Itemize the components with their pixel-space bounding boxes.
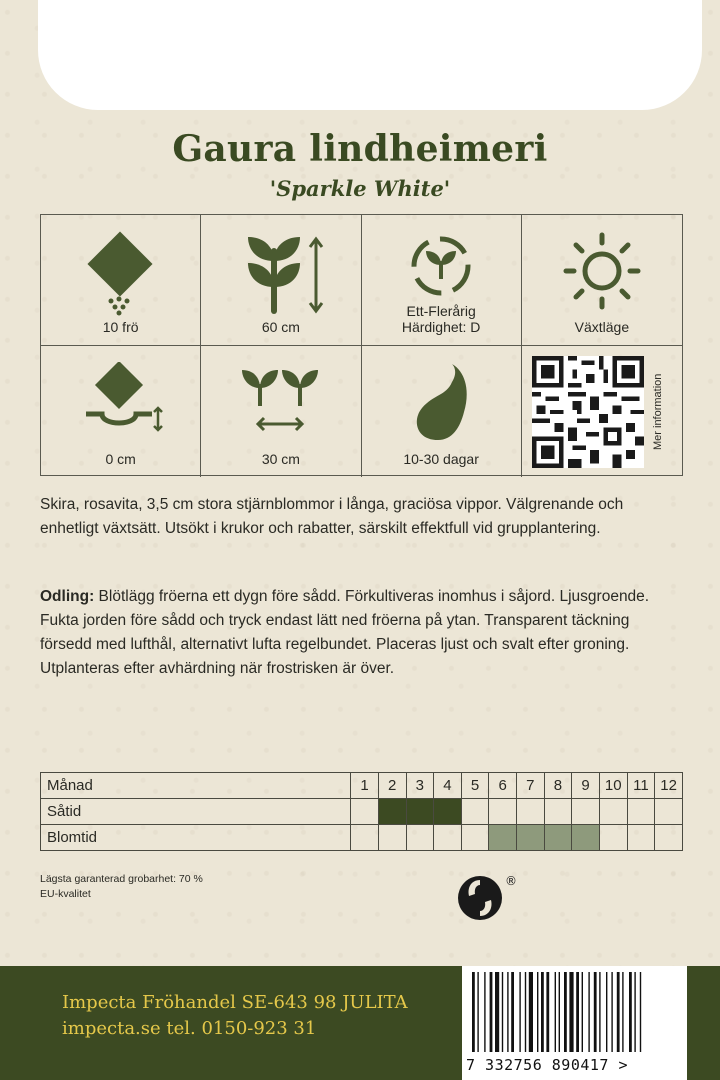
seed-count-cell — [41, 215, 201, 346]
quality-label: EU-kvalitet — [40, 888, 91, 900]
bloom-row-label: Blomtid — [41, 825, 351, 851]
green-dot-recycle-icon — [457, 872, 527, 924]
bloom-m12 — [655, 825, 683, 851]
plant-spacing-icon — [236, 362, 326, 442]
description: Skira, rosavita, 3,5 cm stora stjärnblommor i långa, graciösa vippor. Välgrenande och enhetligt växtsätt. Utsökt i krukor och rabatter, särskilt effektfull vid grupplantering. — [40, 496, 624, 537]
website-phone-line: impecta.se tel. 0150-923 31 — [62, 1018, 317, 1039]
germination-rate: Lägsta garanterad grobarhet: 70 % — [40, 873, 203, 885]
hardiness-label: Härdighet: D — [401, 319, 481, 335]
plant-spacing-cell — [201, 346, 361, 477]
sowing-m6 — [489, 799, 517, 825]
sowing-m2 — [378, 799, 406, 825]
sowing-m4 — [434, 799, 462, 825]
month-4: 4 — [434, 773, 462, 799]
plant-height-icon — [236, 231, 326, 317]
registered-mark: ® — [505, 874, 517, 888]
month-1: 1 — [351, 773, 379, 799]
month-12: 12 — [655, 773, 683, 799]
lifecycle-icon — [406, 231, 476, 301]
month-2: 2 — [378, 773, 406, 799]
bloom-m6 — [489, 825, 517, 851]
qr-cell[interactable] — [522, 346, 682, 477]
sowing-row-label: Såtid — [41, 799, 351, 825]
company-line: Impecta Fröhandel SE-643 98 JULITA — [62, 992, 408, 1013]
germination-icon — [406, 362, 476, 442]
bloom-m5 — [461, 825, 489, 851]
germination-cell — [362, 346, 522, 477]
sowing-calendar — [40, 772, 683, 851]
plant-height-cell — [201, 215, 361, 346]
germination-label: 10-30 dagar — [403, 451, 479, 467]
month-9: 9 — [572, 773, 600, 799]
cultivation-text: Blötlägg fröerna ett dygn före sådd. Förkultiveras inomhus i såjord. Ljusgroende. Fukta jorden före sådd och tryck endast lätt ned fröerna på ytan. Transparent täckning försedd med lufthål, alternativt lufta regelbundet. Placeras ljust och svalt efter groning. Utplanteras efter avhärdning när frostrisken är över. — [40, 588, 650, 677]
sowing-depth-label: 0 cm — [105, 451, 136, 467]
month-11: 11 — [627, 773, 655, 799]
barcode-icon — [462, 966, 687, 1054]
sun-cell — [522, 215, 682, 346]
info-icon-grid — [40, 214, 683, 476]
germination-info — [40, 872, 203, 902]
month-10: 10 — [599, 773, 627, 799]
sowing-row — [41, 799, 683, 825]
sowing-m1 — [351, 799, 379, 825]
hang-hole-cutout — [38, 0, 702, 110]
seed-count-icon — [81, 231, 161, 317]
sowing-depth-cell — [41, 346, 201, 477]
month-7: 7 — [517, 773, 545, 799]
month-5: 5 — [461, 773, 489, 799]
more-info-label: Mer information — [652, 373, 664, 451]
sowing-m8 — [544, 799, 572, 825]
sowing-m3 — [406, 799, 434, 825]
bloom-m1 — [351, 825, 379, 851]
month-label: Månad — [41, 773, 351, 799]
bloom-m8 — [544, 825, 572, 851]
bloom-m11 — [627, 825, 655, 851]
calendar-header-row — [41, 773, 683, 799]
bloom-m2 — [378, 825, 406, 851]
sowing-m5 — [461, 799, 489, 825]
sowing-m12 — [655, 799, 683, 825]
qr-code-icon[interactable] — [532, 356, 644, 468]
bloom-m10 — [599, 825, 627, 851]
plant-height-label: 60 cm — [261, 319, 300, 335]
sun-label: Växtläge — [574, 319, 630, 335]
barcode-number: 7 332756 890417 > — [462, 1054, 687, 1080]
plant-spacing-label: 30 cm — [261, 451, 300, 467]
sowing-m9 — [572, 799, 600, 825]
variety-name: 'Sparkle White' — [269, 176, 451, 201]
bloom-m4 — [434, 825, 462, 851]
month-3: 3 — [406, 773, 434, 799]
plant-name: Gaura lindheimeri — [172, 128, 548, 170]
month-6: 6 — [489, 773, 517, 799]
bloom-m7 — [517, 825, 545, 851]
seed-count-label: 10 frö — [102, 319, 139, 335]
sowing-m7 — [517, 799, 545, 825]
month-8: 8 — [544, 773, 572, 799]
lifecycle-cell — [362, 215, 522, 346]
sowing-m11 — [627, 799, 655, 825]
sowing-m10 — [599, 799, 627, 825]
cultivation-instructions — [40, 585, 685, 681]
lifecycle-label: Ett-Flerårig — [406, 303, 476, 319]
sun-icon — [562, 231, 642, 311]
cultivation-heading: Odling: — [40, 588, 95, 605]
bloom-m9 — [572, 825, 600, 851]
sowing-depth-icon — [76, 362, 166, 442]
bloom-row — [41, 825, 683, 851]
bloom-m3 — [406, 825, 434, 851]
